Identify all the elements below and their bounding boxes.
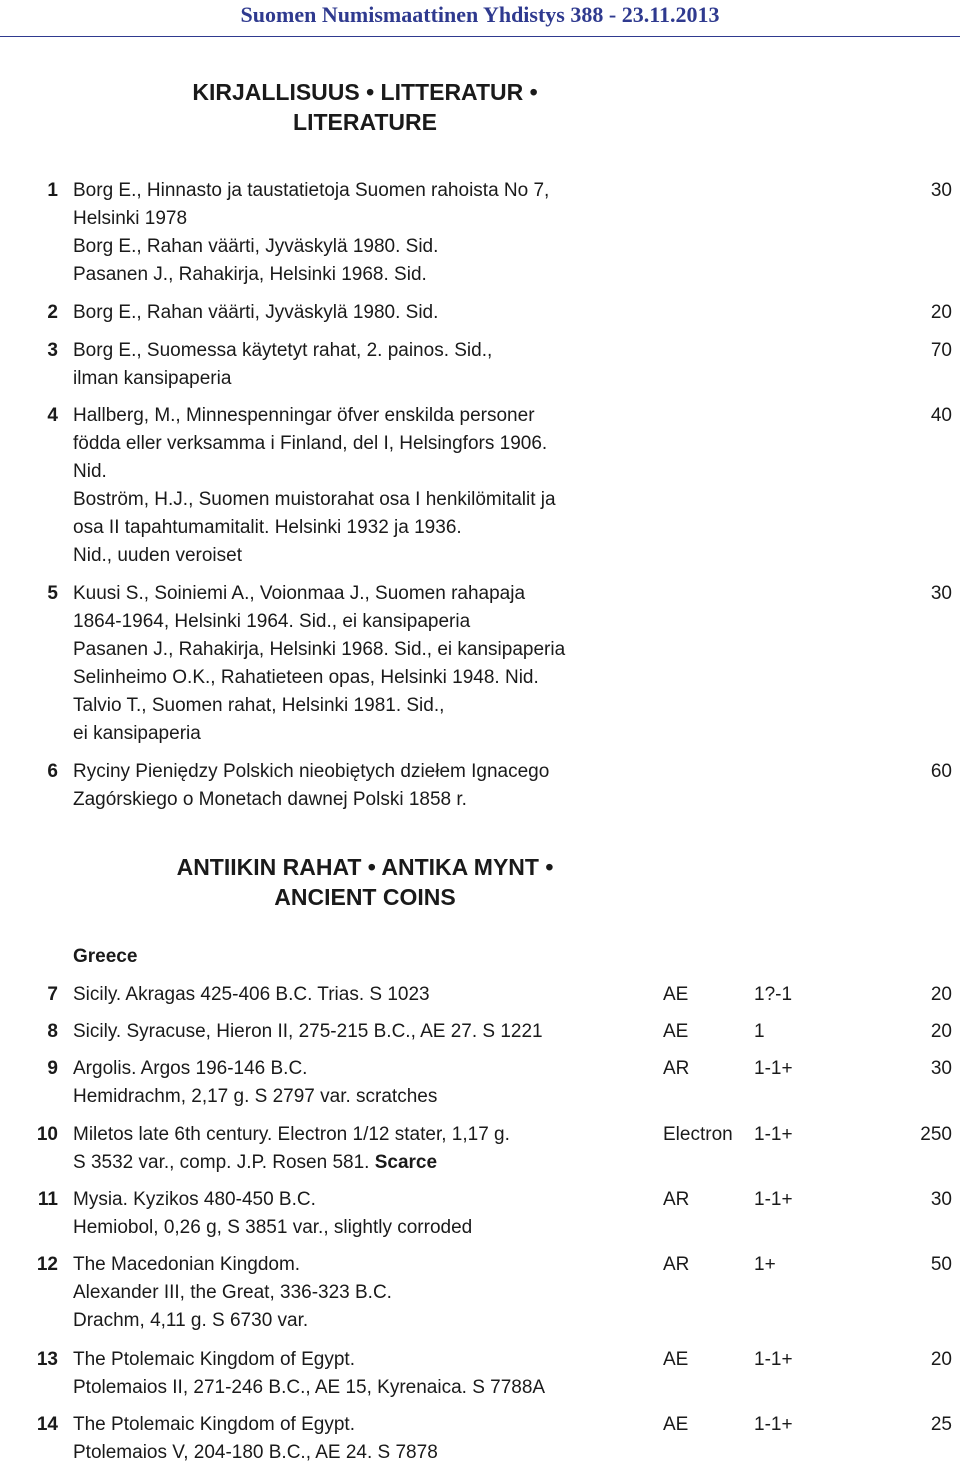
- lot-price: 60: [930, 761, 952, 782]
- lot-price: 20: [930, 1349, 952, 1370]
- lot-price: 30: [930, 1189, 952, 1210]
- lot-line: ilman kansipaperia: [73, 368, 232, 389]
- lot-grade: 1?-1: [754, 984, 793, 1005]
- lot-line: Nid., uuden veroiset: [73, 545, 242, 566]
- lot-line: Borg E., Rahan väärti, Jyväskylä 1980. Sid.: [73, 236, 439, 257]
- lot-number: 2: [47, 302, 58, 323]
- lot-description: [73, 1411, 673, 1467]
- lot-line: Alexander III, the Great, 336-323 B.C.: [73, 1282, 392, 1303]
- lot-number: 8: [47, 1021, 58, 1042]
- lot-number: 13: [36, 1349, 58, 1370]
- lot-grade: 1-1+: [754, 1058, 793, 1079]
- lot-line: The Ptolemaic Kingdom of Egypt.: [73, 1414, 355, 1435]
- lot-line: Helsinki 1978: [73, 208, 188, 229]
- lot-price: 20: [930, 302, 952, 323]
- lot-line: Borg E., Suomessa käytetyt rahat, 2. painos. Sid.,: [73, 340, 493, 361]
- lot-number: 4: [47, 405, 58, 426]
- lot-price: 30: [930, 180, 952, 201]
- lot-line: ei kansipaperia: [73, 723, 201, 744]
- lot-line: Pasanen J., Rahakirja, Helsinki 1968. Sid., ei kansipaperia: [73, 639, 566, 660]
- lot-line: Miletos late 6th century. Electron 1/12 stater, 1,17 g.: [73, 1124, 510, 1145]
- lot-description: [73, 981, 673, 1009]
- lot-line: Hemiobol, 0,26 g, S 3851 var., slightly corroded: [73, 1217, 473, 1238]
- lot-price: 25: [930, 1414, 952, 1435]
- lot-line-text: S 3532 var., comp. J.P. Rosen 581.: [73, 1152, 370, 1173]
- lot-grade: 1-1+: [754, 1414, 793, 1435]
- lot-line: [73, 1149, 673, 1177]
- lot-number: 10: [36, 1124, 58, 1145]
- lot-line: Drachm, 4,11 g. S 6730 var.: [73, 1310, 309, 1331]
- lot-description: [73, 1018, 673, 1046]
- lot-number: 6: [47, 761, 58, 782]
- lot-line: osa II tapahtumamitalit. Helsinki 1932 ja 1936.: [73, 517, 462, 538]
- lot-number: 7: [47, 984, 58, 1005]
- lot-metal: AR: [663, 1189, 690, 1210]
- lot-line: Nid.: [73, 461, 107, 482]
- lot-line: Borg E., Hinnasto ja taustatietoja Suomen rahoista No 7,: [73, 180, 550, 201]
- section-title-ancient-line2: ANCIENT COINS: [274, 884, 456, 910]
- scarce-note: Scarce: [374, 1152, 438, 1173]
- lot-line: Talvio T., Suomen rahat, Helsinki 1981. Sid.,: [73, 695, 445, 716]
- lot-metal: AR: [663, 1058, 690, 1079]
- lot-price: 30: [930, 583, 952, 604]
- lot-number: 5: [47, 583, 58, 604]
- lot-line: Borg E., Rahan väärti, Jyväskylä 1980. Sid.: [73, 302, 439, 323]
- lot-line: Hemidrachm, 2,17 g. S 2797 var. scratches: [73, 1086, 438, 1107]
- lot-number: 12: [36, 1254, 58, 1275]
- subsection-label-greece: Greece: [73, 946, 138, 967]
- lot-grade: 1-1+: [754, 1189, 793, 1210]
- lot-description: [73, 580, 673, 748]
- lot-grade: 1-1+: [754, 1124, 793, 1145]
- lot-price: 20: [930, 984, 952, 1005]
- lot-description: [73, 337, 673, 393]
- lot-line: födda eller verksamma i Finland, del I, Helsingfors 1906.: [73, 433, 548, 454]
- header-rule: [0, 36, 960, 37]
- lot-line: Selinheimo O.K., Rahatieteen opas, Helsinki 1948. Nid.: [73, 667, 539, 688]
- lot-description: [73, 299, 673, 327]
- lot-line: Pasanen J., Rahakirja, Helsinki 1968. Sid.: [73, 264, 427, 285]
- section-title-literature-line1: KIRJALLISUUS • LITTERATUR •: [192, 79, 538, 105]
- lot-number: 3: [47, 340, 58, 361]
- lot-price: 50: [930, 1254, 952, 1275]
- lot-description: [73, 758, 673, 814]
- lot-line: Mysia. Kyzikos 480-450 B.C.: [73, 1189, 316, 1210]
- lot-line: Boström, H.J., Suomen muistorahat osa I henkilömitalit ja: [73, 489, 556, 510]
- lot-line: The Macedonian Kingdom.: [73, 1254, 301, 1275]
- lot-metal: AE: [663, 1349, 689, 1370]
- lot-line: Kuusi S., Soiniemi A., Voionmaa J., Suomen rahapaja: [73, 583, 526, 604]
- lot-number: 1: [47, 180, 58, 201]
- lot-metal: Electron: [663, 1124, 733, 1145]
- lot-line: Ryciny Pieniędzy Polskich nieobiętych dziełem Ignacego: [73, 761, 550, 782]
- lot-price: 20: [930, 1021, 952, 1042]
- lot-number: 14: [36, 1414, 58, 1435]
- lot-grade: 1: [754, 1021, 765, 1042]
- lot-line: Ptolemaios II, 271-246 B.C., AE 15, Kyrenaica. S 7788A: [73, 1377, 546, 1398]
- lot-price: 40: [930, 405, 952, 426]
- section-title-literature-line2: LITERATURE: [293, 109, 437, 135]
- lot-price: 30: [930, 1058, 952, 1079]
- lot-price: 70: [930, 340, 952, 361]
- lot-grade: 1+: [754, 1254, 776, 1275]
- lot-grade: 1-1+: [754, 1349, 793, 1370]
- lot-metal: AE: [663, 984, 689, 1005]
- lot-description: [73, 402, 673, 570]
- page-header-title: Suomen Numismaattinen Yhdistys 388 - 23.11.2013: [240, 2, 720, 27]
- lot-number: 11: [37, 1189, 58, 1210]
- lot-price: 250: [920, 1124, 952, 1145]
- lot-description: [73, 1055, 673, 1111]
- lot-description: [73, 1186, 673, 1242]
- lot-line: Sicily. Syracuse, Hieron II, 275-215 B.C., AE 27. S 1221: [73, 1021, 543, 1042]
- lot-metal: AR: [663, 1254, 690, 1275]
- lot-metal: AE: [663, 1021, 689, 1042]
- lot-line: Sicily. Akragas 425-406 B.C. Trias. S 1023: [73, 984, 430, 1005]
- section-title-ancient-line1: ANTIIKIN RAHAT • ANTIKA MYNT •: [176, 854, 554, 880]
- lot-line: Zagórskiego o Monetach dawnej Polski 1858 r.: [73, 789, 467, 810]
- lot-description: [73, 1251, 673, 1335]
- lot-line: Argolis. Argos 196-146 B.C.: [73, 1058, 308, 1079]
- lot-line: The Ptolemaic Kingdom of Egypt.: [73, 1349, 355, 1370]
- lot-line: Hallberg, M., Minnespenningar öfver enskilda personer: [73, 405, 535, 426]
- lot-description: [73, 1121, 673, 1177]
- lot-line: Ptolemaios V, 204-180 B.C., AE 24. S 7878: [73, 1442, 438, 1463]
- lot-number: 9: [47, 1058, 58, 1079]
- lot-description: [73, 177, 673, 289]
- lot-metal: AE: [663, 1414, 689, 1435]
- lot-line: 1864-1964, Helsinki 1964. Sid., ei kansipaperia: [73, 611, 471, 632]
- lot-description: [73, 1346, 673, 1402]
